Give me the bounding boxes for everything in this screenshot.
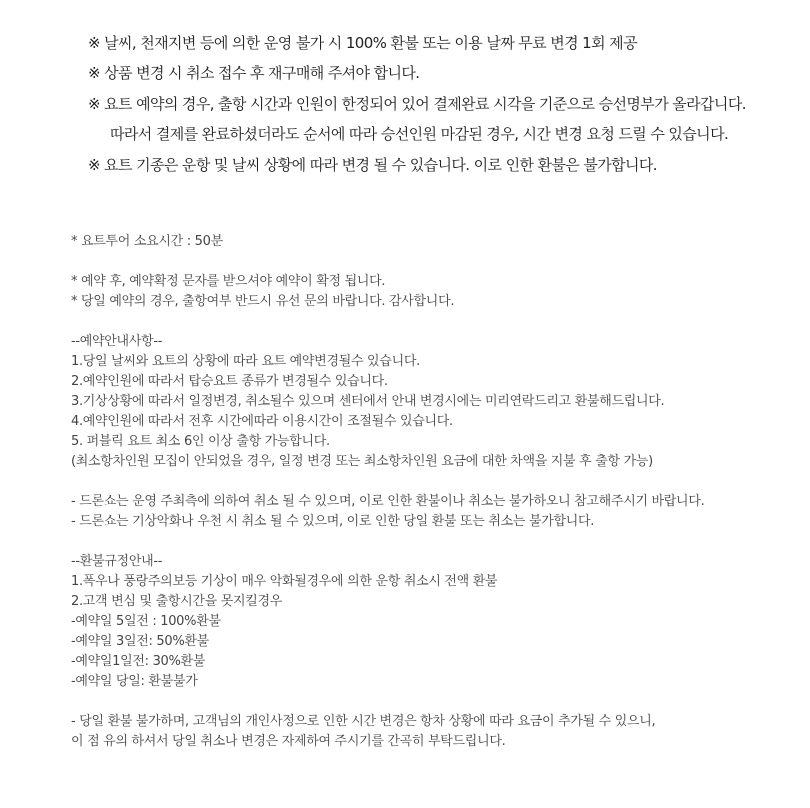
reservation-guide-item: (최소항차인원 모집이 안되었을 경우, 일정 변경 또는 최소항차인원 요금에 대한 차액을 지불 후 출항 가능) — [71, 454, 653, 469]
notice-section — [88, 28, 788, 180]
notice-line: ※ 상품 변경 시 취소 접수 후 재구매해 주셔야 합니다. — [88, 64, 420, 83]
drone-note: - 드론쇼는 운영 주최측에 의하여 취소 될 수 있으며, 이로 인한 환불이나 취소는 불가하오니 참고해주시기 바랍니다. — [71, 494, 705, 509]
reservation-guide-item: 1.당일 날씨와 요트의 상황에 따라 요트 예약변경될수 있습니다. — [71, 354, 420, 369]
reservation-guide-item: 3.기상상황에 따라서 일정변경, 취소될수 있으며 센터에서 안내 변경시에는 미리연락드리고 환불해드립니다. — [71, 394, 665, 409]
refund-policy-item: 1.폭우나 풍랑주의보등 기상이 매우 악화될경우에 의한 운항 취소시 전액 환불 — [71, 574, 498, 589]
reservation-guide-item: 5. 퍼블릭 요트 최소 6인 이상 출항 가능합니다. — [71, 434, 330, 449]
notice-line: ※ 요트 예약의 경우, 출항 시간과 인원이 한정되어 있어 결제완료 시각을 기준으로 승선명부가 올라갑니다. — [88, 94, 746, 113]
tour-time: * 요트투어 소요시간 : 50분 — [71, 234, 223, 249]
notice-line: ※ 요트 기종은 운항 및 날씨 상황에 따라 변경 될 수 있습니다. 이로 인한 환불은 불가합니다. — [88, 155, 657, 174]
booking-note: * 예약 후, 예약확정 문자를 받으셔야 예약이 확정 됩니다. — [71, 274, 386, 289]
refund-policy-heading: --환불규정안내-- — [71, 554, 163, 569]
refund-policy-item: -예약일 5일전 : 100%환불 — [71, 614, 221, 629]
refund-policy-item: -예약일 당일: 환불불가 — [71, 674, 198, 689]
drone-note: - 드론쇼는 기상악화나 우천 시 취소 될 수 있으며, 이로 인한 당일 환불 또는 취소는 불가합니다. — [71, 514, 595, 529]
notice-line: 따라서 결제를 완료하셨더라도 순서에 따라 승선인원 마감된 경우, 시간 변경 요청 드릴 수 있습니다. — [110, 125, 729, 144]
closing-note: - 당일 환불 불가하며, 고객님의 개인사정으로 인한 시간 변경은 항차 상황에 따라 요금이 추가될 수 있으니, — [71, 714, 656, 729]
reservation-guide-item: 4.예약인원에 따라서 전후 시간에따라 이용시간이 조절될수 있습니다. — [71, 414, 453, 429]
closing-note: 이 점 유의 하셔서 당일 취소나 변경은 자제하여 주시기를 간곡히 부탁드립니다. — [71, 734, 506, 749]
refund-policy-item: -예약일 3일전: 50%환불 — [71, 634, 209, 649]
reservation-guide-item: 2.예약인원에 따라서 탑승요트 종류가 변경될수 있습니다. — [71, 374, 388, 389]
refund-policy-item: 2.고객 변심 및 출항시간을 못지킬경우 — [71, 594, 283, 609]
booking-note: * 당일 예약의 경우, 출항여부 반드시 유선 문의 바랍니다. 감사합니다. — [71, 294, 455, 309]
reservation-guide-heading: --예약안내사항-- — [71, 334, 163, 349]
refund-policy-item: -예약일1일전: 30%환불 — [71, 654, 206, 669]
notice-line: ※ 날씨, 천재지변 등에 의한 운영 불가 시 100% 환불 또는 이용 날짜 무료 변경 1회 제공 — [88, 34, 637, 52]
info-section — [71, 232, 791, 752]
